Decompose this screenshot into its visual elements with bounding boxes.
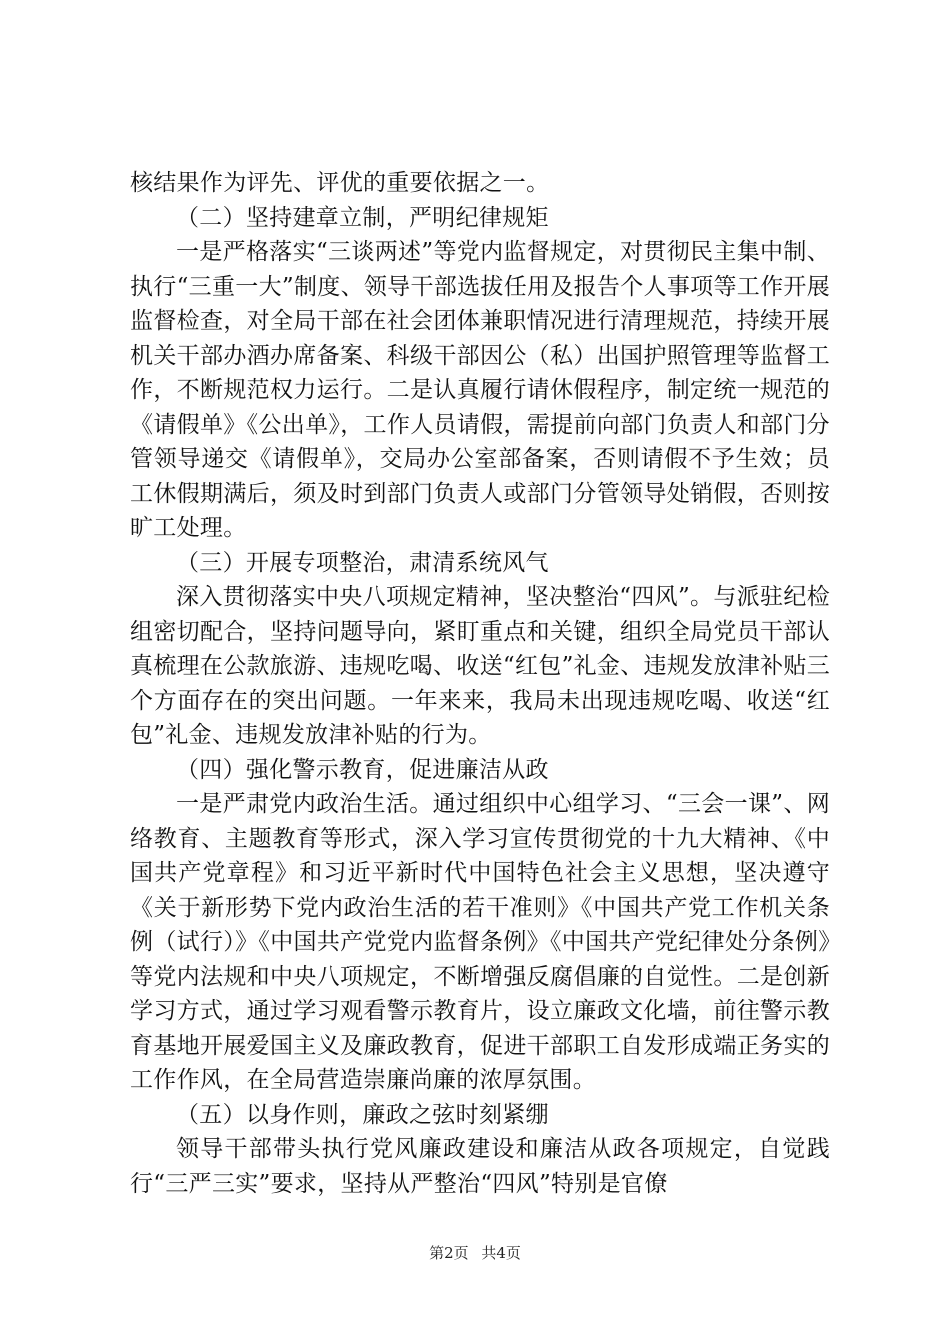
section-heading-4: （四）强化警示教育，促进廉洁从政 bbox=[176, 756, 549, 783]
page-footer bbox=[0, 1243, 950, 1263]
section-heading-2: （二）坚持建章立制，严明纪律规矩 bbox=[176, 204, 549, 231]
paragraph: 一是严肃党内政治生活。通过组织中心组学习、“三会一课”、网络教育、主题教育等形式，深入学习宣传贯彻党的十九大精神、《中国共产党章程》和习近平新时代中国特色社会主义思想，坚决遵守《关于新形势下党内政治生活的若干准则》《中国共产党工作机关条例（试行）》《中国共产党党内监督条例》《中国共产党纪律处分条例》等党内法规和中央八项规定，不断增强反腐倡廉的自觉性。二是创新学习方式，通过学习观看警示教育片，设立廉政文化墙，前往警示教育基地开展爱国主义及廉政教育，促进干部职工自发形成端正务实的工作作风，在全局营造崇廉尚廉的浓厚氛围。 bbox=[130, 791, 830, 1093]
section-heading-3: （三）开展专项整治，肃清系统风气 bbox=[176, 549, 549, 576]
paragraph: 深入贯彻落实中央八项规定精神，坚决整治“四风”。与派驻纪检组密切配合，坚持问题导向，紧盯重点和关键，组织全局党员干部认真梳理在公款旅游、违规吃喝、收送“红包”礼金、违规发放津补贴三个方面存在的突出问题。一年来来，我局未出现违规吃喝、收送“红包”礼金、违规发放津补贴的行为。 bbox=[130, 584, 830, 748]
paragraph-continuation: 核结果作为评先、评优的重要依据之一。 bbox=[130, 170, 550, 196]
paragraph: 一是严格落实“三谈两述”等党内监督规定，对贯彻民主集中制、执行“三重一大”制度、领导干部选拔任用及报告个人事项等工作开展监督检查，对全局干部在社会团体兼职情况进行清理规范，持续开展机关干部办酒办席备案、科级干部因公（私）出国护照管理等监督工作，不断规范权力运行。二是认真履行请休假程序，制定统一规范的《请假单》《公出单》，工作人员请假，需提前向部门负责人和部门分管领导递交《请假单》，交局办公室部备案，否则请假不予生效；员工休假期满后，须及时到部门负责人或部门分管领导处销假，否则按旷工处理。 bbox=[130, 239, 830, 541]
section-heading-5: （五）以身作则，廉政之弦时刻紧绷 bbox=[176, 1101, 549, 1128]
page-number: 第2页 bbox=[429, 1244, 469, 1262]
paragraph: 领导干部带头执行党风廉政建设和廉洁从政各项规定，自觉践行“三严三实”要求，坚持从严整治“四风”特别是官僚 bbox=[130, 1136, 830, 1197]
page-total: 共4页 bbox=[481, 1244, 521, 1262]
document-body bbox=[130, 166, 830, 1201]
